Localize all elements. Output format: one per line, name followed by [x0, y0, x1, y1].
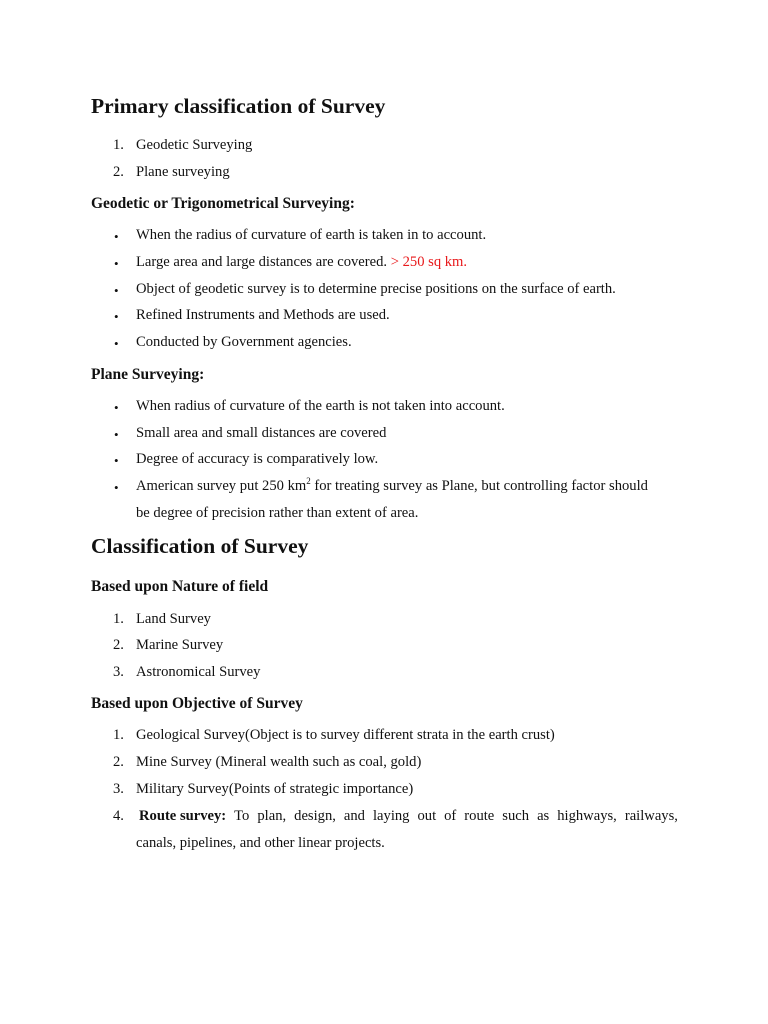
word: design, — [294, 808, 336, 824]
word: plan, — [257, 808, 287, 824]
list-item: Object of geodetic survey is to determine precise positions on the surface of earth. — [136, 281, 616, 297]
list-item: When the radius of curvature of earth is taken in to account. — [136, 227, 487, 243]
superscript: 2 — [306, 476, 311, 486]
list-item-plane-surveying: Plane surveying — [136, 164, 230, 180]
bullet-icon: • — [114, 400, 119, 415]
bullet-icon: • — [114, 336, 119, 351]
word: as — [537, 808, 550, 824]
highlight-area-threshold: > 250 sq km. — [390, 254, 468, 270]
heading-nature-of-field: Based upon Nature of field — [91, 578, 269, 595]
word: highways, — [557, 808, 617, 824]
list-number: 2. — [113, 637, 124, 653]
bullet-icon: • — [114, 427, 119, 442]
list-item-geodetic-surveying: Geodetic Surveying — [136, 137, 253, 153]
list-number: 3. — [113, 781, 124, 797]
list-number: 2. — [113, 164, 124, 180]
bullet-icon: • — [114, 309, 119, 324]
list-number: 1. — [113, 611, 124, 627]
word: of — [444, 808, 457, 824]
bullet-icon: • — [114, 480, 119, 495]
list-item: When radius of curvature of the earth is not taken into account. — [136, 398, 505, 414]
list-item: Conducted by Government agencies. — [136, 334, 352, 350]
list-item: Degree of accuracy is comparatively low. — [136, 451, 379, 467]
list-item: Land Survey — [136, 611, 211, 627]
list-number: 3. — [113, 664, 124, 680]
heading-plane-surveying: Plane Surveying: — [91, 366, 205, 383]
heading-objective-of-survey: Based upon Objective of Survey — [91, 695, 303, 712]
list-item: Geological Survey(Object is to survey different strata in the earth crust) — [136, 727, 555, 743]
list-item: Refined Instruments and Methods are used. — [136, 307, 390, 323]
list-item: Marine Survey — [136, 637, 224, 653]
list-number: 2. — [113, 754, 124, 770]
bullet-icon: • — [114, 283, 119, 298]
word: route — [464, 808, 495, 824]
word: such — [502, 808, 530, 824]
list-number: 1. — [113, 137, 124, 153]
bullet-icon: • — [114, 256, 119, 271]
list-item-continuation: be degree of precision rather than extent of area. — [136, 505, 419, 521]
list-item-text: Large area and large distances are covered. — [136, 254, 388, 270]
list-item: Small area and small distances are covered — [136, 425, 387, 441]
list-item-text: American survey put 250 km — [136, 478, 307, 494]
section-title-classification: Classification of Survey — [91, 534, 309, 558]
list-item-text: for treating survey as Plane, but controlling factor should — [310, 478, 648, 494]
heading-geodetic-surveying: Geodetic or Trigonometrical Surveying: — [91, 195, 355, 212]
list-item-continuation: canals, pipelines, and other linear projects. — [136, 835, 385, 851]
bullet-icon: • — [114, 229, 119, 244]
bullet-icon: • — [114, 453, 119, 468]
word: To — [234, 808, 250, 824]
word: laying — [372, 808, 410, 824]
word: and — [343, 808, 365, 824]
list-item: Astronomical Survey — [136, 664, 261, 680]
list-item — [136, 255, 467, 270]
list-number: 1. — [113, 727, 124, 743]
word: railways, — [624, 808, 678, 824]
word: out — [417, 808, 437, 824]
route-survey-label: Route survey: — [139, 808, 227, 824]
list-item-route-survey — [136, 809, 678, 824]
section-title-primary-classification: Primary classification of Survey — [91, 94, 386, 118]
list-item: Mine Survey (Mineral wealth such as coal, gold) — [136, 754, 422, 770]
list-number: 4. — [113, 808, 124, 824]
list-item-american-survey — [136, 476, 648, 494]
list-item: Military Survey(Points of strategic importance) — [136, 781, 414, 797]
